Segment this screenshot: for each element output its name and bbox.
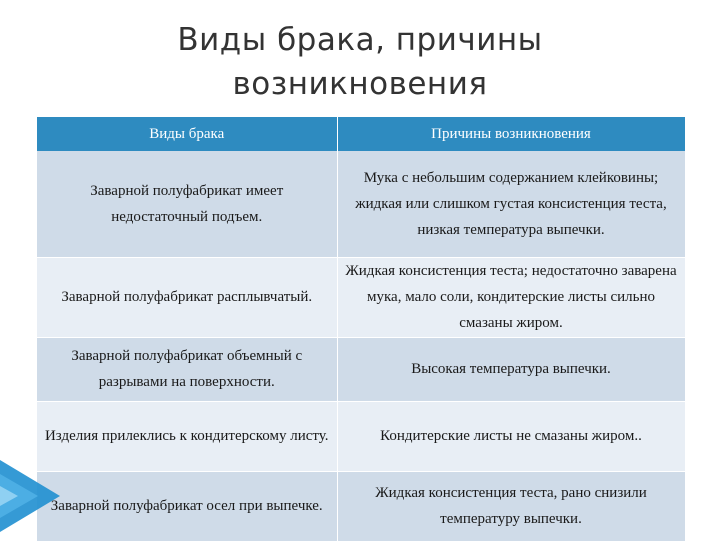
page-title-line-1: Виды брака, причины: [177, 22, 543, 58]
table-row: [37, 471, 685, 541]
defect-cell: Заварной полуфабрикат имеет недостаточный подъем.: [37, 151, 337, 257]
cause-cell: Кондитерские листы не смазаны жиром..: [337, 401, 685, 471]
cause-cell: Мука с небольшим содержанием клейковины; жидкая или слишком густая консистенция теста, низкая температура выпечки.: [337, 151, 685, 257]
cause-cell: Высокая температура выпечки.: [337, 337, 685, 401]
defect-cell: Изделия прилеклись к кондитерскому листу.: [37, 401, 337, 471]
column-header-causes: Причины возникновения: [337, 117, 685, 151]
column-header-defect-types: Виды брака: [37, 117, 337, 151]
cause-cell: Жидкая консистенция теста, рано снизили температуру выпечки.: [337, 471, 685, 541]
table-row: [37, 401, 685, 471]
table-row: [37, 151, 685, 257]
table-header-row: [37, 117, 685, 151]
page-title-line-2: возникновения: [232, 66, 488, 102]
defect-cell: Заварной полуфабрикат расплывчатый.: [37, 257, 337, 337]
defect-cell: Заварной полуфабрикат объемный с разрывами на поверхности.: [37, 337, 337, 401]
page-title: [150, 18, 570, 106]
table-row: [37, 337, 685, 401]
table-row: [37, 257, 685, 337]
defect-cell: Заварной полуфабрикат осел при выпечке.: [37, 471, 337, 541]
cause-cell: Жидкая консистенция теста; недостаточно заварена мука, мало соли, кондитерские листы сильно смазаны жиром.: [337, 257, 685, 337]
decorative-arrow-icon: [0, 452, 60, 540]
defects-table: [37, 117, 686, 542]
